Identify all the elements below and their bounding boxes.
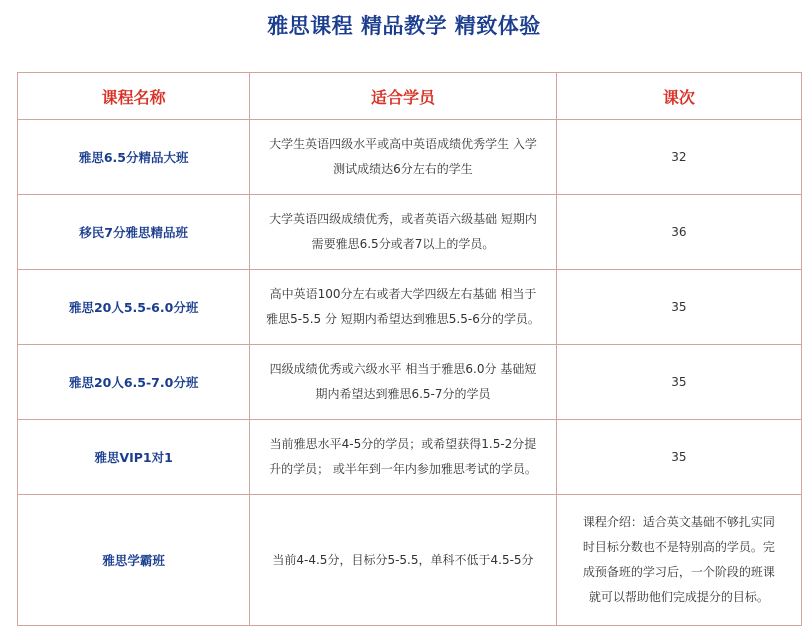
course-name-cell: 移民7分雅思精品班 bbox=[18, 195, 250, 270]
target-line: 当前4-4.5分，目标分5-5.5，单科不低于4.5-5分 bbox=[272, 552, 534, 567]
header-course-name: 课程名称 bbox=[18, 73, 250, 120]
table-row bbox=[18, 195, 802, 270]
target-students-cell bbox=[250, 120, 556, 195]
course-name-cell: 雅思学霸班 bbox=[18, 495, 250, 626]
target-line: 测试成绩达6分左右的学生 bbox=[333, 162, 473, 176]
target-students-cell bbox=[250, 420, 556, 495]
lesson-count-cell: 35 bbox=[556, 345, 801, 420]
target-line: 升的学员； 或半年到一年内参加雅思考试的学员。 bbox=[269, 462, 537, 476]
intro-line: 就可以帮助他们完成提分的目标。 bbox=[588, 590, 769, 604]
target-students-cell bbox=[250, 270, 556, 345]
target-line: 大学英语四级成绩优秀，或者英语六级基础 短期内 bbox=[269, 212, 537, 226]
lesson-count-cell: 36 bbox=[556, 195, 801, 270]
target-line: 期内希望达到雅思6.5-7分的学员 bbox=[315, 387, 491, 401]
intro-line: 成预备班的学习后，一个阶段的班课 bbox=[582, 565, 775, 579]
table-row bbox=[18, 270, 802, 345]
intro-line: 时目标分数也不是特别高的学员。完 bbox=[582, 540, 775, 554]
page-title: 雅思课程 精品教学 精致体验 bbox=[267, 14, 541, 38]
target-line: 大学生英语四级水平或高中英语成绩优秀学生 入学 bbox=[269, 137, 537, 151]
header-lesson-count: 课次 bbox=[556, 73, 801, 120]
target-students-cell bbox=[250, 345, 556, 420]
table-row bbox=[18, 420, 802, 495]
table-header-row bbox=[18, 73, 802, 120]
lesson-count-cell: 35 bbox=[556, 420, 801, 495]
lesson-count-cell: 32 bbox=[556, 120, 801, 195]
course-name-cell: 雅思6.5分精品大班 bbox=[18, 120, 250, 195]
target-students-cell bbox=[250, 195, 556, 270]
target-students-cell bbox=[250, 495, 556, 626]
table-row bbox=[18, 345, 802, 420]
target-line: 雅思5-5.5 分 短期内希望达到雅思5.5-6分的学员。 bbox=[266, 312, 540, 326]
intro-line: 课程介绍：适合英文基础不够扎实同 bbox=[582, 515, 775, 529]
target-line: 高中英语100分左右或者大学四级左右基础 相当于 bbox=[269, 287, 537, 301]
course-name-cell: 雅思20人5.5-6.0分班 bbox=[18, 270, 250, 345]
table-row bbox=[18, 495, 802, 626]
table-row bbox=[18, 120, 802, 195]
course-intro-cell bbox=[556, 495, 801, 626]
target-line: 当前雅思水平4-5分的学员；或希望获得1.5-2分提 bbox=[269, 437, 537, 451]
course-name-cell: 雅思VIP1对1 bbox=[18, 420, 250, 495]
lesson-count-cell: 35 bbox=[556, 270, 801, 345]
header-target-students: 适合学员 bbox=[250, 73, 556, 120]
target-line: 需要雅思6.5分或者7以上的学员。 bbox=[311, 237, 495, 251]
course-name-cell: 雅思20人6.5-7.0分班 bbox=[18, 345, 250, 420]
target-line: 四级成绩优秀或六级水平 相当于雅思6.0分 基础短 bbox=[269, 362, 537, 376]
course-table bbox=[17, 72, 802, 626]
